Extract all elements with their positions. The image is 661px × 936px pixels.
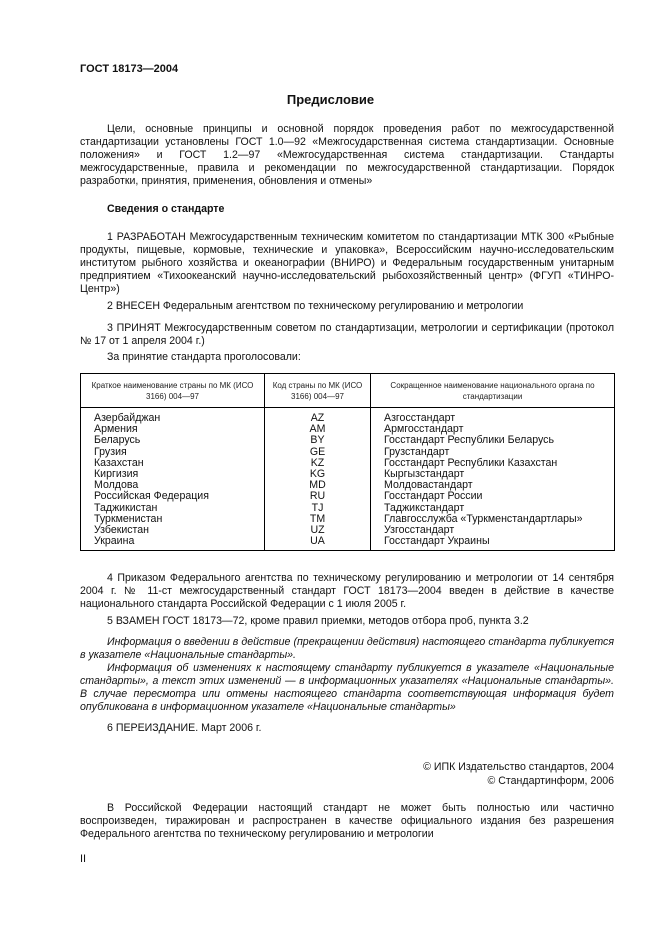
reproduction-notice: В Российской Федерации настоящий стандарт не может быть полностью или частично воспроизведен, тиражирован и распространен в качестве официального издания без разрешения Федерального агентства по техническому регулированию и метрологии	[80, 802, 614, 840]
item-4-paragraph: 4 Приказом Федерального агентства по техническому регулированию и метрологии от 14 сентября 2004 г. № 11-ст межгосударственный стандарт ГОСТ 18173—2004 введен в действие в качестве национального стандарта Российской Федерации с 1 июля 2005 г.	[80, 572, 614, 610]
table-row	[81, 536, 615, 551]
document-header: ГОСТ 18173—2004	[80, 63, 179, 75]
page-title: Предисловие	[286, 92, 375, 107]
country-name: Грузия	[81, 447, 265, 458]
standards-body: Грузстандарт	[371, 447, 615, 458]
country-code: AM	[265, 424, 371, 435]
country-name: Украина	[81, 536, 265, 551]
table-header-row	[81, 374, 615, 408]
item-2-paragraph: 2 ВНЕСЕН Федеральным агентством по техническому регулированию и метрологии	[107, 300, 524, 312]
info-changes-note: Информация об изменениях к настоящему стандарту публикуется в указателе «Национальные стандарты», а текст этих изменений — в информационных указателях «Национальные стандарты». В случае пересмотра или отмены настоящего стандарта соответствующая информация будет опубликована в информационном указателе «Национальные стандарты»	[80, 662, 614, 713]
vote-intro: За принятие стандарта проголосовали:	[107, 351, 301, 363]
info-publication-note: Информация о введении в действие (прекращении действия) настоящего стандарта публикуется в указателе «Национальные стандарты».	[80, 636, 614, 661]
standards-body: Госстандарт России	[371, 491, 615, 502]
table-row	[81, 491, 615, 502]
standards-body: Главгосслужба «Туркменстандартлары»	[371, 514, 615, 525]
country-code: MD	[265, 480, 371, 491]
standards-body: Армгосстандарт	[371, 424, 615, 435]
country-name: Российская Федерация	[81, 491, 265, 502]
copyright-line-2: © Стандартинформ, 2006	[487, 775, 614, 787]
country-code: UZ	[265, 525, 371, 536]
copyright-line-1: © ИПК Издательство стандартов, 2004	[423, 761, 614, 773]
table-row	[81, 435, 615, 446]
standards-body: Молдовастандарт	[371, 480, 615, 491]
item-5-paragraph: 5 ВЗАМЕН ГОСТ 18173—72, кроме правил приемки, методов отбора проб, пункта 3.2	[107, 615, 529, 627]
standards-body: Госстандарт Украины	[371, 536, 615, 551]
col-header-code: Код страны по МК (ИСО 3166) 004—97	[265, 374, 371, 408]
country-name: Туркменистан	[81, 514, 265, 525]
standards-body: Госстандарт Республики Казахстан	[371, 458, 615, 469]
table-row	[81, 458, 615, 469]
country-code: RU	[265, 491, 371, 502]
col-header-organization: Сокращенное наименование национального органа по стандартизации	[371, 374, 615, 408]
intro-paragraph: Цели, основные принципы и основной порядок проведения работ по межгосударственной стандартизации установлены ГОСТ 1.0—92 «Межгосударственная система стандартизации. Основные положения» и ГОСТ 1.2—97 «Межгосударственная система стандартизации. Стандарты межгосударственные, правила и рекомендации по межгосударственной стандартизации. Порядок разработки, принятия, применения, обновления и отмены»	[80, 123, 614, 187]
standards-body: Таджикстандарт	[371, 503, 615, 514]
country-code: TJ	[265, 503, 371, 514]
country-name: Азербайджан	[81, 408, 265, 425]
country-name: Казахстан	[81, 458, 265, 469]
country-code: UA	[265, 536, 371, 551]
table-row	[81, 514, 615, 525]
country-name: Молдова	[81, 480, 265, 491]
country-code: GE	[265, 447, 371, 458]
standards-body: Узгосстандарт	[371, 525, 615, 536]
standards-body: Госстандарт Республики Беларусь	[371, 435, 615, 446]
country-name: Киргизия	[81, 469, 265, 480]
col-header-country: Краткое наименование страны по МК (ИСО 3166) 004—97	[81, 374, 265, 408]
country-code: KZ	[265, 458, 371, 469]
table-row	[81, 408, 615, 425]
standards-body: Азгосстандарт	[371, 408, 615, 425]
country-name: Беларусь	[81, 435, 265, 446]
item-6-paragraph: 6 ПЕРЕИЗДАНИЕ. Март 2006 г.	[107, 722, 262, 734]
country-name: Армения	[81, 424, 265, 435]
country-name: Таджикистан	[81, 503, 265, 514]
country-code: BY	[265, 435, 371, 446]
item-1-paragraph: 1 РАЗРАБОТАН Межгосударственным техническим комитетом по стандартизации МТК 300 «Рыбные продукты, пищевые, кормовые, технические и упаковка», Всероссийским научно-исследовательским институтом рыбного хозяйства и океанографии (ВНИРО) и Федеральным государственным унитарным предприятием «Тихоокеанский научно-исследовательский рыбохозяйственный центр» (ФГУП «ТИНРО-Центр»)	[80, 231, 614, 295]
country-code: KG	[265, 469, 371, 480]
table-row	[81, 469, 615, 480]
item-3-paragraph: 3 ПРИНЯТ Межгосударственным советом по стандартизации, метрологии и сертификации (протокол № 17 от 1 апреля 2004 г.)	[80, 322, 614, 347]
country-code: TM	[265, 514, 371, 525]
table-row	[81, 525, 615, 536]
member-states-table	[80, 373, 615, 551]
standards-body: Кыргызстандарт	[371, 469, 615, 480]
section-heading: Сведения о стандарте	[107, 203, 225, 215]
country-code: AZ	[265, 408, 371, 425]
page-number: II	[80, 853, 87, 865]
country-name: Узбекистан	[81, 525, 265, 536]
